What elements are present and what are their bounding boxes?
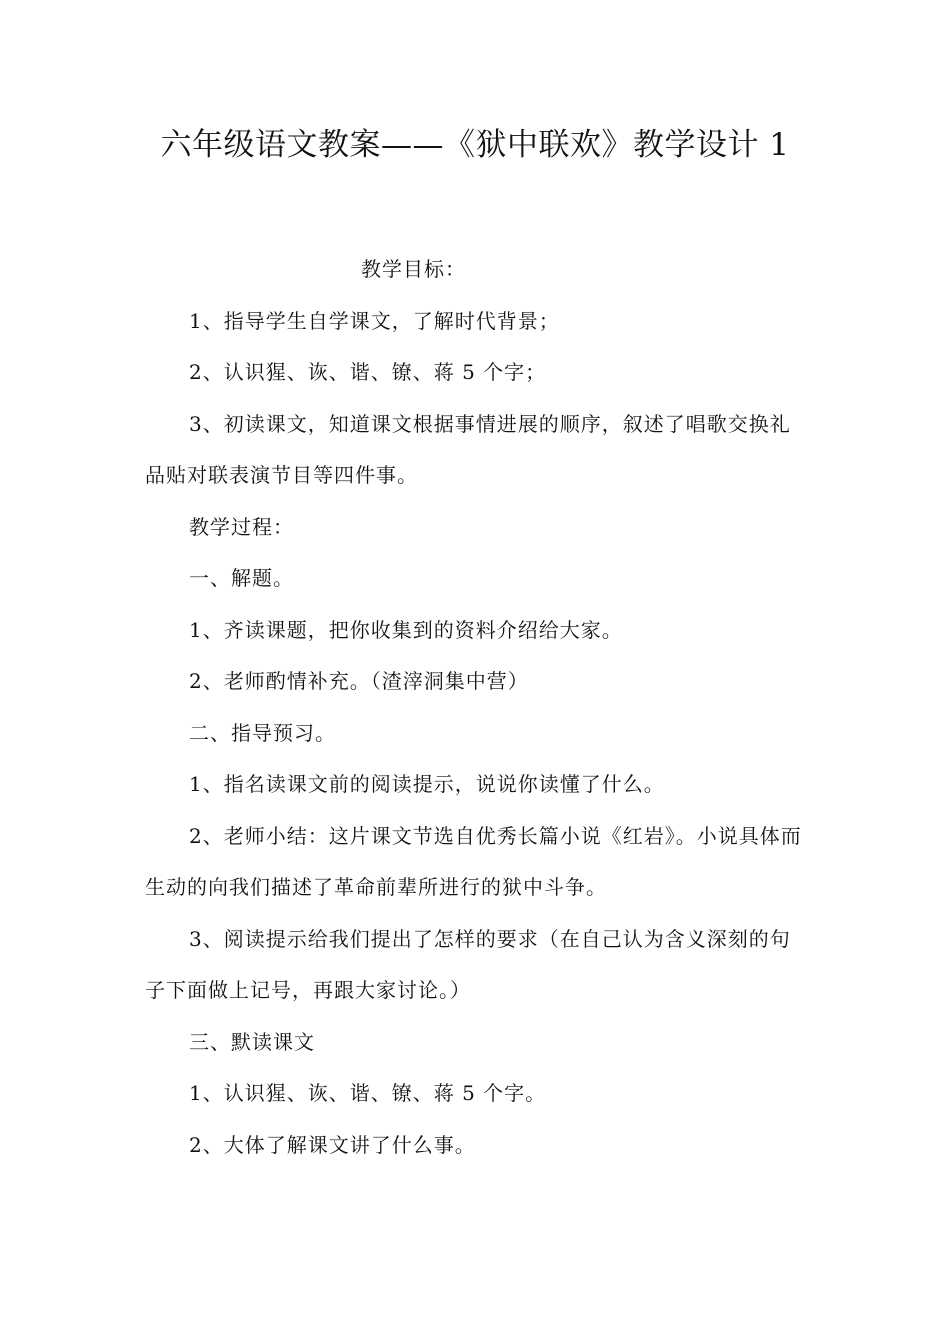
paragraph: 2、大体了解课文讲了什么事。	[189, 1132, 476, 1157]
paragraph: 1、指名读课文前的阅读提示，说说你读懂了什么。	[189, 772, 665, 796]
section-heading-objectives: 教学目标：	[361, 257, 466, 281]
document-body	[145, 244, 805, 1171]
paragraph: 1、认识猩、诙、谐、镣、蒋 5 个字。	[189, 1081, 547, 1105]
paragraph: 二、指导预习。	[189, 720, 336, 745]
paragraph: 2、老师小结：这片课文节选自优秀长篇小说《红岩》。小说具体而生动的向我们描述了革命前辈所进行的狱中斗争。	[145, 823, 802, 899]
paragraph: 三、默读课文	[189, 1029, 315, 1054]
paragraph: 1、齐读课题，把你收集到的资料介绍给大家。	[189, 617, 623, 642]
paragraph: 2、老师酌情补充。（渣滓洞集中营）	[189, 669, 529, 693]
document-title: 六年级语文教案——《狱中联欢》教学设计 1	[160, 127, 790, 163]
paragraph: 一、解题。	[189, 566, 294, 590]
paragraph: 3、阅读提示给我们提出了怎样的要求（在自己认为含义深刻的句子下面做上记号，再跟大家讨论。）	[145, 926, 791, 1002]
section-heading-process: 教学过程：	[189, 514, 294, 539]
paragraph: 1、指导学生自学课文，了解时代背景；	[189, 308, 560, 333]
paragraph: 3、初读课文，知道课文根据事情进展的顺序，叙述了唱歌交换礼品贴对联表演节目等四件事。	[145, 411, 791, 487]
paragraph: 2、认识猩、诙、谐、镣、蒋 5 个字；	[189, 360, 547, 384]
